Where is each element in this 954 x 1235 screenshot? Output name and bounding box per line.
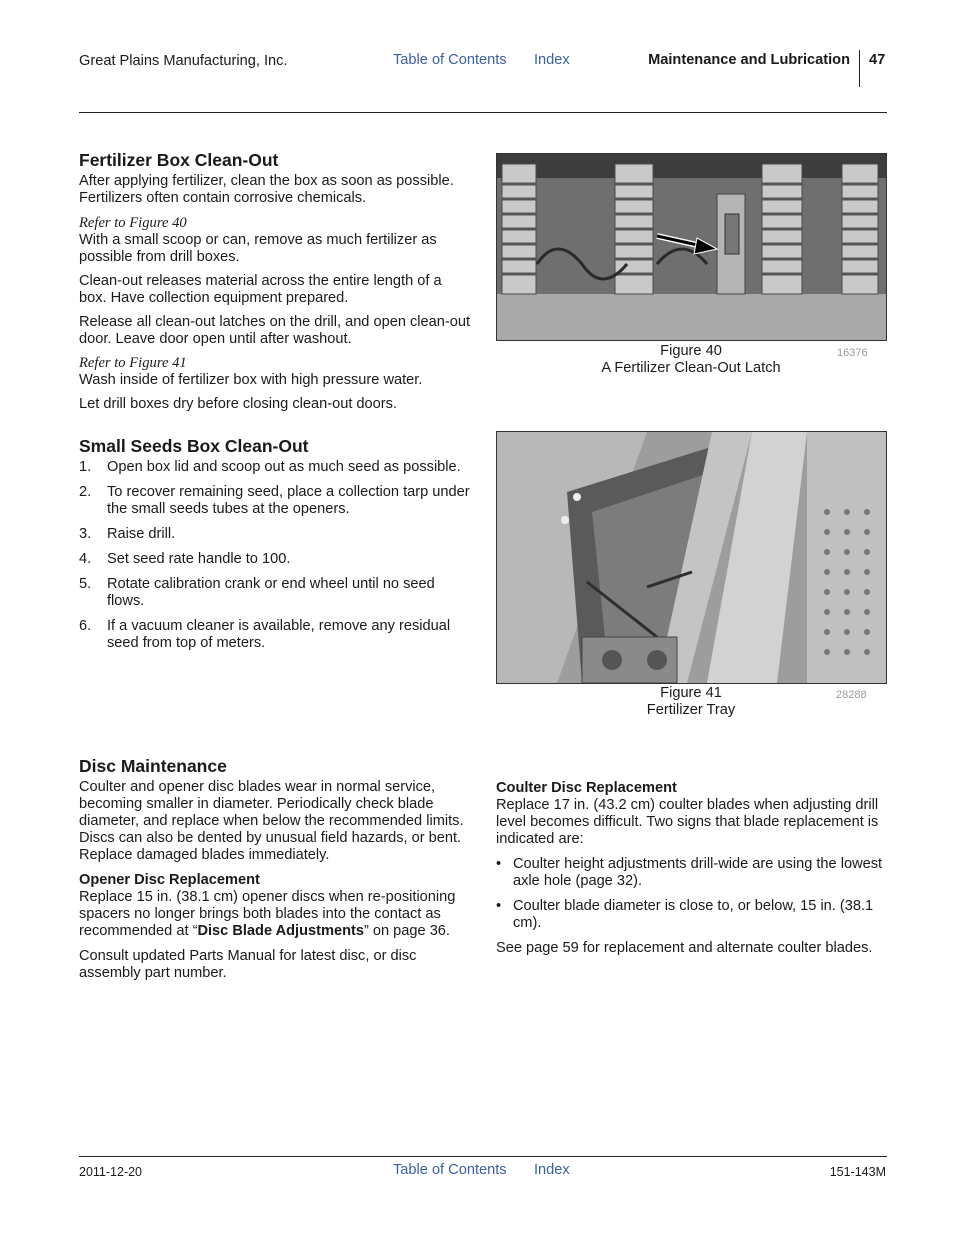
fertilizer-heading: Fertilizer Box Clean-Out [79, 150, 279, 170]
step-number: 6. [79, 618, 92, 634]
disc-blade-adjustments-ref: Disc Blade Adjustments [197, 923, 364, 939]
step-number: 3. [79, 526, 92, 542]
fertilizer-p1: After applying fertilizer, clean the box as soon as possible. Fertilizers often contain corrosive chemicals. [79, 173, 454, 206]
coulter-p2: See page 59 for replacement and alternate coulter blades. [496, 940, 873, 956]
fertilizer-section [79, 150, 471, 413]
bullet-icon: • [496, 856, 502, 872]
fertilizer-ref-41: Refer to Figure 41 [79, 355, 187, 371]
step-number: 2. [79, 484, 92, 500]
step-item [79, 484, 471, 518]
header-index-link[interactable]: Index [534, 52, 570, 68]
step-item [79, 576, 471, 610]
figure-41-title: Fertilizer Tray [646, 702, 736, 718]
coulter-heading: Coulter Disc Replacement [496, 780, 677, 796]
fertilizer-p6: Let drill boxes dry before closing clean-out doors. [79, 396, 397, 412]
disc-p1: Coulter and opener disc blades wear in normal service, becoming smaller in diameter. Periodically check blade diameter, and replace when below the recommended limits. Discs can also be dented by unusual field hazards, or bent. Replace damaged blades immediately. [79, 779, 464, 863]
bullet-icon: • [496, 898, 502, 914]
doc-number: 151-143M [829, 1165, 886, 1179]
fertilizer-p2: With a small scoop or can, remove as much fertilizer as possible from drill boxes. [79, 232, 437, 265]
clean-out-latch-image [497, 154, 886, 340]
step-text: Set seed rate handle to 100. [107, 551, 291, 567]
step-item [79, 526, 471, 543]
small-seeds-heading: Small Seeds Box Clean-Out [79, 436, 309, 456]
opener-text-a: Replace 15 in. (38.1 cm) opener discs when re-positioning spacers no longer brings both blades into the contact as recommended at “ [79, 889, 456, 939]
opener-heading: Opener Disc Replacement [79, 872, 260, 888]
bullet-text: Coulter height adjustments drill-wide are using the lowest axle hole (page 32). [513, 856, 883, 889]
header-toc-link[interactable]: Table of Contents [393, 52, 507, 68]
figure-40-caption [496, 343, 886, 377]
fertilizer-ref-40: Refer to Figure 40 [79, 215, 187, 231]
step-number: 5. [79, 576, 92, 592]
step-number: 4. [79, 551, 92, 567]
footer-rule [79, 1156, 887, 1157]
footer-date: 2011-12-20 [79, 1165, 143, 1179]
small-seeds-section [79, 436, 471, 660]
step-item [79, 459, 471, 476]
footer-toc-link[interactable]: Table of Contents [393, 1162, 507, 1178]
figure-41-photo [496, 431, 887, 684]
step-text: Open box lid and scoop out as much seed as possible. [107, 459, 461, 475]
step-text: If a vacuum cleaner is available, remove any residual seed from top of meters. [107, 618, 451, 651]
footer-index-link[interactable]: Index [534, 1162, 570, 1178]
step-text: Rotate calibration crank or end wheel until no seed flows. [107, 576, 435, 609]
step-text: To recover remaining seed, place a collection tarp under the small seeds tubes at the openers. [107, 484, 470, 517]
coulter-p1: Replace 17 in. (43.2 cm) coulter blades when adjusting drill level becomes difficult. Two signs that blade replacement is indicated are: [496, 797, 879, 847]
section-title: Maintenance and Lubrication [648, 52, 850, 68]
coulter-bullets [496, 856, 886, 932]
header-divider [859, 50, 860, 87]
figure-40-label: Figure 40 [660, 343, 722, 359]
opener-p1 [79, 889, 471, 940]
disc-heading: Disc Maintenance [79, 756, 227, 776]
step-item [79, 618, 471, 652]
fertilizer-p3: Clean-out releases material across the entire length of a box. Have collection equipment prepared. [79, 273, 442, 306]
opener-p2: Consult updated Parts Manual for latest disc, or disc assembly part number. [79, 948, 417, 981]
figure-41-number: 28288 [836, 689, 867, 701]
bullet-item [496, 856, 886, 890]
fertilizer-tray-image [497, 432, 886, 683]
disc-section [79, 756, 471, 982]
figure-41-caption [496, 685, 886, 719]
coulter-section [496, 780, 886, 957]
figure-40-photo [496, 153, 887, 341]
fertilizer-p4: Release all clean-out latches on the drill, and open clean-out door. Leave door open until after washout. [79, 314, 471, 347]
figure-41-label: Figure 41 [660, 685, 722, 701]
company-name: Great Plains Manufacturing, Inc. [79, 53, 288, 69]
step-item [79, 551, 471, 568]
opener-text-b: ” on page 36. [363, 923, 450, 939]
step-number: 1. [79, 459, 92, 475]
figure-40-number: 16376 [837, 347, 868, 359]
small-seeds-steps [79, 459, 471, 652]
figure-40-title: A Fertilizer Clean-Out Latch [601, 360, 781, 376]
fertilizer-p5: Wash inside of fertilizer box with high pressure water. [79, 372, 423, 388]
header-rule [79, 112, 887, 113]
bullet-text: Coulter blade diameter is close to, or below, 15 in. (38.1 cm). [513, 898, 874, 931]
step-text: Raise drill. [107, 526, 176, 542]
page-number: 47 [869, 52, 886, 68]
bullet-item [496, 898, 886, 932]
